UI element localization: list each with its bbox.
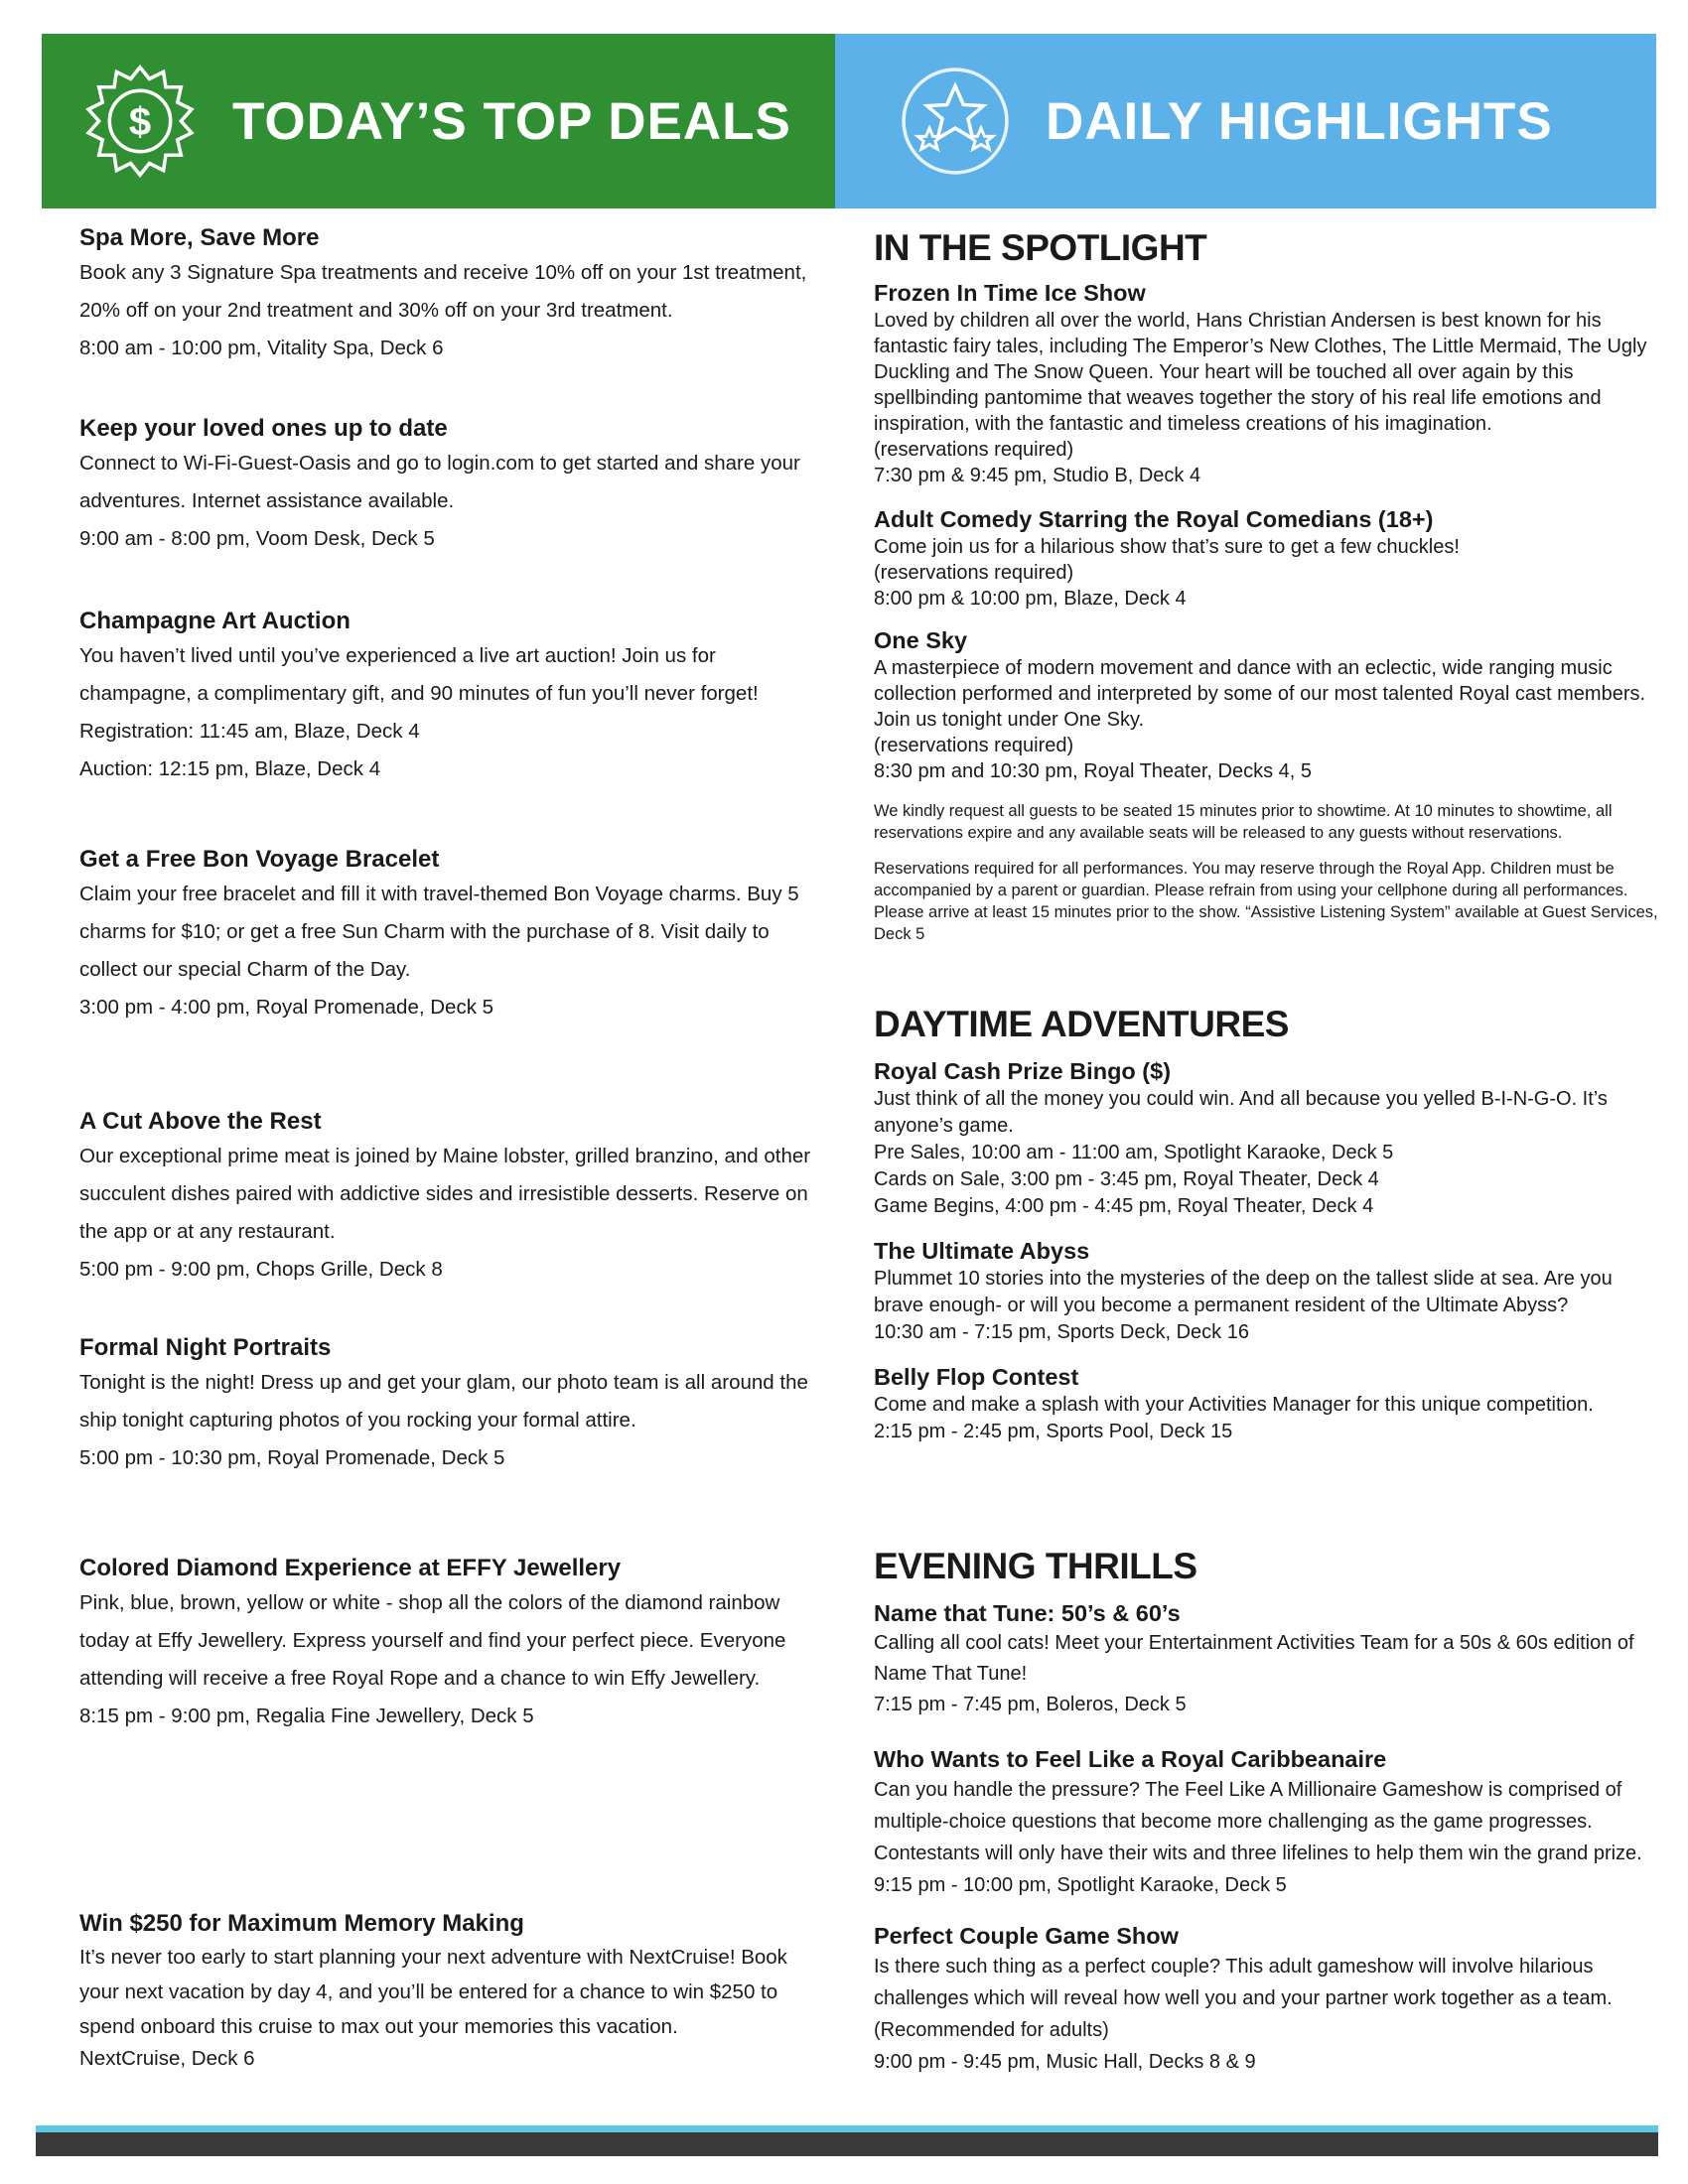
- deal-auction-time: Auction: 12:15 pm, Blaze, Deck 4: [79, 757, 381, 780]
- deal-registration: Registration: 11:45 am, Blaze, Deck 4: [79, 720, 420, 743]
- spotlight-section: [874, 226, 1658, 945]
- deal-title: Win $250 for Maximum Memory Making: [79, 1910, 524, 1937]
- event-description: Loved by children all over the world, Hans Christian Andersen is best known for his fantastic fairy tales, including The Emperor’s New Clothes, The Little Mermaid, The Ugly Duckling and The Snow Queen. Your heart will be touched all over again by this spellbinding pantomime that weaves together the story of his real life emotions and inspiration, with the fantastic and timeless creations of his imagination.: [874, 310, 1647, 435]
- event-time-location: 2:15 pm - 2:45 pm, Sports Pool, Deck 15: [874, 1421, 1233, 1442]
- event-title: Name that Tune: 50’s & 60’s: [874, 1600, 1181, 1626]
- deal-title: A Cut Above the Rest: [79, 1108, 322, 1135]
- deal-title: Formal Night Portraits: [79, 1334, 332, 1361]
- deal-description: Our exceptional prime meat is joined by Maine lobster, grilled branzino, and other succulent dishes paired with addictive sides and irresistible desserts. Reserve on the app or at any restaurant.: [79, 1145, 811, 1243]
- event-title: Adult Comedy Starring the Royal Comedians (18+): [874, 506, 1434, 532]
- event-description: Come and make a splash with your Activities Manager for this unique competition.: [874, 1394, 1594, 1416]
- deal-item: [79, 844, 814, 1026]
- event-item: [874, 1744, 1658, 1901]
- event-title: One Sky: [874, 627, 968, 653]
- deal-item: [79, 413, 814, 558]
- top-deals-title: TODAY’S TOP DEALS: [232, 91, 791, 151]
- event-description: Just think of all the money you could win. And all because you yelled B-I-N-G-O. It’s anyone’s game.: [874, 1088, 1608, 1137]
- event-item: [874, 625, 1658, 784]
- event-title: The Ultimate Abyss: [874, 1238, 1090, 1264]
- event-description: Plummet 10 stories into the mysteries of the deep on the tallest slide at sea. Are you brave enough- or will you become a permanent resident of the Ultimate Abyss?: [874, 1268, 1613, 1316]
- deal-title: Spa More, Save More: [79, 224, 320, 251]
- deal-location: NextCruise, Deck 6: [79, 2047, 255, 2070]
- deal-description: Book any 3 Signature Spa treatments and receive 10% off on your 1st treatment, 20% off on your 2nd treatment and 30% off on your 3rd treatment.: [79, 261, 807, 322]
- reservations-note: Reservations required for all performances. You may reserve through the Royal App. Children must be accompanied by a parent or guardian. Please refrain from using your cellphone during all performances. Please arrive at least 15 minutes prior to the show. “Assistive Listening System” available at Guest Services, Deck 5: [874, 860, 1658, 943]
- event-item: [874, 1056, 1658, 1220]
- event-item: [874, 278, 1658, 488]
- event-title: Royal Cash Prize Bingo ($): [874, 1058, 1172, 1084]
- event-time-location: 7:30 pm & 9:45 pm, Studio B, Deck 4: [874, 465, 1201, 486]
- event-reservation-note: (reservations required): [874, 439, 1074, 461]
- event-description: Is there such thing as a perfect couple? This adult gameshow will involve hilarious challenges which will reveal how well you and your partner work together as a team. (Recommended for adults): [874, 1956, 1613, 2041]
- event-time-location: 7:15 pm - 7:45 pm, Boleros, Deck 5: [874, 1694, 1187, 1715]
- event-description: A masterpiece of modern movement and dance with an eclectic, wide ranging music collection performed and interpreted by some of our most talented Royal cast members. Join us tonight under One Sky.: [874, 657, 1646, 731]
- event-time-location: 8:30 pm and 10:30 pm, Royal Theater, Decks 4, 5: [874, 760, 1312, 782]
- section-heading: DAYTIME ADVENTURES: [874, 1004, 1289, 1044]
- event-time-location: 10:30 am - 7:15 pm, Sports Deck, Deck 16: [874, 1321, 1249, 1343]
- daily-highlights-banner: [835, 34, 1656, 208]
- event-item: [874, 1598, 1658, 1720]
- event-description: Calling all cool cats! Meet your Entertainment Activities Team for a 50s & 60s edition of Name That Tune!: [874, 1632, 1634, 1685]
- event-description: Come join us for a hilarious show that’s sure to get a few chuckles!: [874, 536, 1460, 558]
- event-reservation-note: (reservations required): [874, 735, 1074, 756]
- dollar-badge-icon: [81, 63, 199, 180]
- deal-item: [79, 1106, 814, 1289]
- top-deals-banner: [42, 34, 835, 208]
- deal-item: [79, 606, 814, 788]
- deal-time-location: 9:00 am - 8:00 pm, Voom Desk, Deck 5: [79, 527, 435, 550]
- deal-time-location: 5:00 pm - 10:30 pm, Royal Promenade, Deck 5: [79, 1446, 505, 1469]
- daily-highlights-title: DAILY HIGHLIGHTS: [1046, 91, 1553, 151]
- deal-description: Connect to Wi-Fi-Guest-Oasis and go to login.com to get started and share your adventures. Internet assistance available.: [79, 452, 800, 512]
- deal-description: Claim your free bracelet and fill it with travel-themed Bon Voyage charms. Buy 5 charms for $10; or get a free Sun Charm with the purchase of 8. Visit daily to collect our special Charm of the Day.: [79, 883, 799, 981]
- event-reservation-note: (reservations required): [874, 562, 1074, 584]
- deal-description: Tonight is the night! Dress up and get your glam, our photo team is all around the ship tonight capturing photos of you rocking your formal attire.: [79, 1371, 808, 1432]
- evening-section: [874, 1545, 1658, 2078]
- deal-item: [79, 1908, 814, 2074]
- event-item: [874, 1362, 1658, 1445]
- event-item: [874, 1236, 1658, 1346]
- deal-time-location: 8:00 am - 10:00 pm, Vitality Spa, Deck 6: [79, 337, 444, 359]
- event-time-location: 8:00 pm & 10:00 pm, Blaze, Deck 4: [874, 588, 1187, 610]
- deal-title: Keep your loved ones up to date: [79, 415, 448, 442]
- event-cards-on-sale: Cards on Sale, 3:00 pm - 3:45 pm, Royal Theater, Deck 4: [874, 1168, 1379, 1190]
- section-heading: EVENING THRILLS: [874, 1546, 1197, 1586]
- deal-title: Get a Free Bon Voyage Bracelet: [79, 846, 440, 873]
- deal-title: Colored Diamond Experience at EFFY Jewellery: [79, 1555, 622, 1581]
- deal-time-location: 3:00 pm - 4:00 pm, Royal Promenade, Deck 5: [79, 996, 494, 1019]
- event-title: Who Wants to Feel Like a Royal Caribbeanaire: [874, 1746, 1387, 1772]
- deal-time-location: 5:00 pm - 9:00 pm, Chops Grille, Deck 8: [79, 1258, 443, 1281]
- event-presales: Pre Sales, 10:00 am - 11:00 am, Spotlight Karaoke, Deck 5: [874, 1142, 1394, 1163]
- deal-item: [79, 222, 814, 367]
- deal-description: You haven’t lived until you’ve experienced a live art auction! Join us for champagne, a complimentary gift, and 90 minutes of fun you’ll never forget!: [79, 644, 759, 705]
- event-title: Frozen In Time Ice Show: [874, 280, 1146, 306]
- deal-title: Champagne Art Auction: [79, 608, 351, 634]
- deal-item: [79, 1553, 814, 1735]
- event-time-location: 9:15 pm - 10:00 pm, Spotlight Karaoke, Deck 5: [874, 1874, 1287, 1896]
- event-item: [874, 504, 1658, 612]
- deal-description: Pink, blue, brown, yellow or white - shop all the colors of the diamond rainbow today at Effy Jewellery. Express yourself and find your perfect piece. Everyone attending will receive a free Royal Rope and a chance to win Effy Jewellery.: [79, 1591, 786, 1690]
- event-time-location: 9:00 pm - 9:45 pm, Music Hall, Decks 8 & 9: [874, 2051, 1256, 2073]
- svg-text:$: $: [128, 99, 152, 145]
- event-description: Can you handle the pressure? The Feel Like A Millionaire Gameshow is comprised of multiple-choice questions that become more challenging as the game progresses. Contestants will only have their wits and three lifelines to help them win the grand prize.: [874, 1779, 1642, 1864]
- seating-note: We kindly request all guests to be seated 15 minutes prior to showtime. At 10 minutes to showtime, all reservations expire and any available seats will be released to any guests without reservations.: [874, 802, 1613, 842]
- deal-time-location: 8:15 pm - 9:00 pm, Regalia Fine Jewellery, Deck 5: [79, 1705, 534, 1727]
- event-title: Belly Flop Contest: [874, 1364, 1079, 1390]
- daytime-section: [874, 1003, 1658, 1445]
- footer-bar: [36, 2132, 1658, 2156]
- deal-description: It’s never too early to start planning your next adventure with NextCruise! Book your next vacation by day 4, and you’ll be entered for a chance to win $250 to spend onboard this cruise to max out your memories this vacation.: [79, 1946, 787, 2038]
- star-badge-icon: [897, 63, 1014, 180]
- deal-item: [79, 1332, 814, 1477]
- event-game-begins: Game Begins, 4:00 pm - 4:45 pm, Royal Theater, Deck 4: [874, 1195, 1374, 1217]
- event-title: Perfect Couple Game Show: [874, 1923, 1179, 1949]
- event-item: [874, 1921, 1658, 2078]
- section-heading: IN THE SPOTLIGHT: [874, 227, 1207, 268]
